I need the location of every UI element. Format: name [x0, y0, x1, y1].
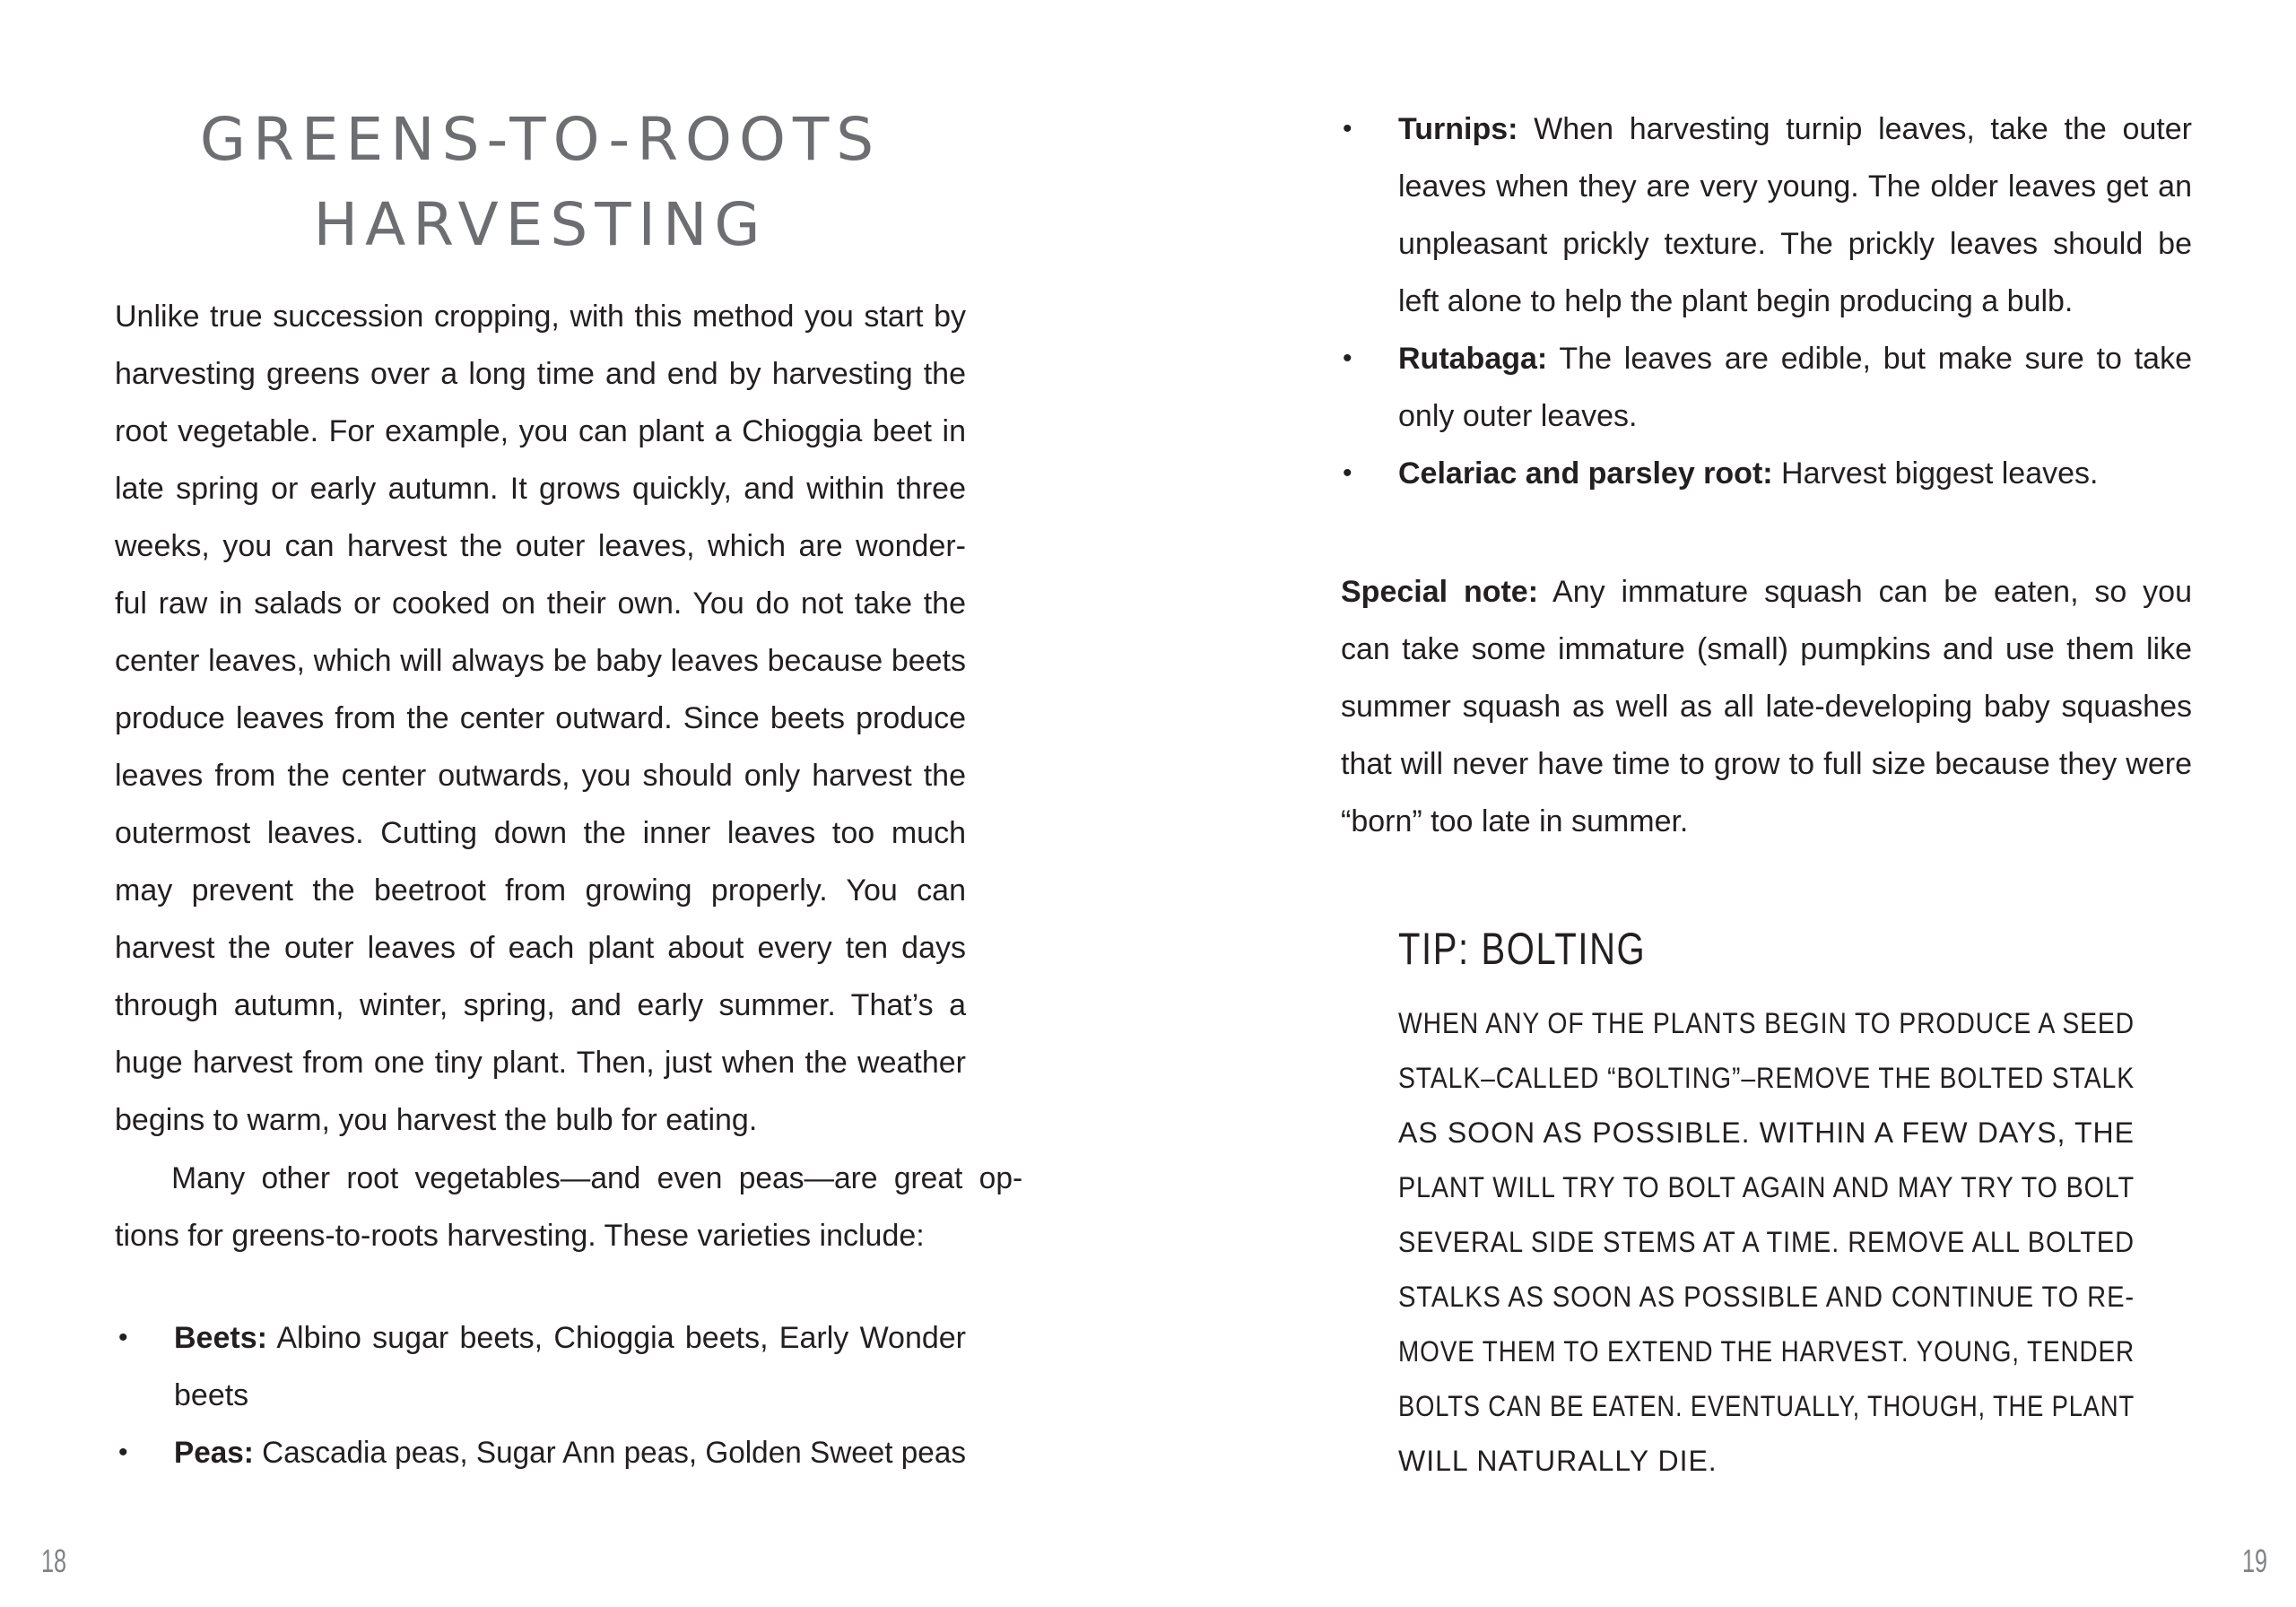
line-text: root vegetable. For example, you can plant a Chioggia beet in: [115, 414, 966, 448]
text-line: [1341, 621, 2192, 678]
text-line: [174, 1309, 966, 1367]
line-text: Cascadia peas, Sugar Ann peas, Golden Sweet peas: [253, 1436, 967, 1470]
text-line: [1398, 100, 2192, 158]
bold-label: Rutabaga:: [1398, 342, 1548, 376]
line-text: leaves when they are very young. The older leaves get an: [1398, 169, 2192, 204]
bullet-item: [118, 1309, 966, 1424]
text-line: [115, 460, 966, 517]
line-text: AS SOON AS POSSIBLE. WITHIN A FEW DAYS, THE: [1398, 1116, 2135, 1149]
line-text: Harvest biggest leaves.: [1772, 456, 2099, 491]
text-line: [1398, 1215, 2135, 1270]
text-line: [115, 1034, 966, 1091]
text-line: [1398, 1051, 2135, 1106]
line-text: that will never have time to grow to full size because they were: [1341, 747, 2192, 781]
bullet-icon: •: [1343, 343, 1352, 373]
line-text: begins to warm, you harvest the bulb for eating.: [115, 1103, 758, 1137]
line-text: beets: [174, 1378, 249, 1412]
line-text: outermost leaves. Cutting down the inner leaves too much: [115, 816, 966, 850]
line-text: WILL NATURALLY DIE.: [1398, 1445, 1718, 1477]
text-line: [1398, 996, 2135, 1051]
text-line: [1398, 1270, 2135, 1325]
tip-body: [1398, 996, 2135, 1489]
line-text: summer squash as well as all late-developing baby squashes: [1341, 690, 2192, 724]
text-line: [1398, 445, 2192, 502]
text-line: [174, 1367, 966, 1424]
chapter-title-line-2: HARVESTING: [313, 190, 768, 259]
bold-label: Special note:: [1341, 575, 1539, 609]
text-line: [1398, 1106, 2135, 1160]
special-note: [1341, 563, 2192, 850]
text-line: [1398, 1434, 2135, 1489]
line-text: STALKS AS SOON AS POSSIBLE AND CONTINUE TO RE-: [1398, 1281, 2135, 1313]
line-text: MOVE THEM TO EXTEND THE HARVEST. YOUNG, TENDER: [1398, 1335, 2135, 1368]
line-text: tions for greens-to-roots harvesting. These varieties include:: [115, 1219, 925, 1253]
line-text: Albino sugar beets, Chioggia beets, Early Wonder: [266, 1321, 966, 1355]
text-line: [115, 288, 966, 345]
text-line: [1341, 793, 2192, 850]
line-text: Many other root vegetables—and even peas—are great op-: [171, 1161, 1023, 1195]
text-line: [1341, 563, 2192, 621]
bullet-item: [118, 1424, 967, 1481]
line-text: can take some immature (small) pumpkins and use them like: [1341, 632, 2192, 666]
text-line: [115, 977, 966, 1034]
text-line: [1341, 678, 2192, 735]
line-text: center leaves, which will always be baby leaves because beets: [115, 644, 966, 678]
bold-label: Beets:: [174, 1321, 267, 1355]
text-line: [1398, 215, 2192, 273]
line-text: harvesting greens over a long time and end by harvesting the: [115, 357, 966, 391]
bullet-item: [1343, 445, 2192, 502]
line-text: leaves from the center outwards, you should only harvest the: [115, 759, 966, 793]
line-text: huge harvest from one tiny plant. Then, just when the weather: [115, 1046, 966, 1080]
text-line: [115, 690, 966, 747]
text-line: [115, 345, 966, 403]
line-text: unpleasant prickly texture. The prickly leaves should be: [1398, 227, 2192, 261]
text-line: [1398, 1325, 2135, 1379]
text-line: [115, 862, 966, 919]
line-text: The leaves are edible, but make sure to take: [1547, 342, 2192, 376]
text-line: [115, 575, 966, 632]
text-line: [115, 403, 966, 460]
text-line: [1398, 158, 2192, 215]
right-bullet-list: [1343, 100, 2192, 502]
line-text: through autumn, winter, spring, and early summer. That’s a: [115, 988, 966, 1022]
left-paragraph-1: [115, 288, 966, 1149]
text-line: [115, 1091, 966, 1149]
text-line: [1398, 387, 2192, 445]
bullet-icon: •: [1343, 458, 1352, 488]
left-paragraph-2: [115, 1150, 1023, 1264]
line-text: left alone to help the plant begin producing a bulb.: [1398, 284, 2074, 318]
bold-label: Celariac and parsley root:: [1398, 456, 1773, 491]
page-number-left: 18: [41, 1542, 67, 1579]
chapter-title-line-1: GREENS-TO-ROOTS: [199, 105, 882, 174]
text-line: [1398, 1379, 2135, 1434]
bullet-icon: •: [118, 1438, 128, 1467]
tip-title: TIP: BOLTING: [1398, 924, 1647, 974]
text-line: [115, 804, 966, 862]
page-number-right: 19: [2242, 1542, 2268, 1579]
line-text: PLANT WILL TRY TO BOLT AGAIN AND MAY TRY TO BOLT: [1398, 1171, 2135, 1203]
line-text: Unlike true succession cropping, with this method you start by: [115, 300, 966, 334]
line-text: SEVERAL SIDE STEMS AT A TIME. REMOVE ALL BOLTED: [1398, 1226, 2135, 1258]
line-text: ful raw in salads or cooked on their own. You do not take the: [115, 586, 966, 621]
text-line: [115, 1207, 966, 1264]
line-text: BOLTS CAN BE EATEN. EVENTUALLY, THOUGH, THE PLANT: [1398, 1390, 2135, 1422]
bullet-item: [1343, 100, 2192, 330]
line-text: produce leaves from the center outward. Since beets produce: [115, 701, 966, 735]
text-line: [115, 632, 966, 690]
text-line: [115, 747, 966, 804]
text-line: [115, 919, 966, 977]
text-line: [1398, 273, 2192, 330]
line-text: When harvesting turnip leaves, take the outer: [1518, 112, 2192, 146]
text-line: [174, 1424, 966, 1481]
line-text: may prevent the beetroot from growing properly. You can: [115, 873, 966, 908]
bold-label: Peas:: [174, 1436, 254, 1470]
line-text: weeks, you can harvest the outer leaves, which are wonder-: [115, 529, 966, 563]
line-text: “born” too late in summer.: [1341, 804, 1689, 838]
bold-label: Turnips:: [1398, 112, 1518, 146]
text-line: [1398, 330, 2192, 387]
text-line: [115, 517, 966, 575]
line-text: Any immature squash can be eaten, so you: [1538, 575, 2192, 609]
bullet-icon: •: [118, 1323, 128, 1352]
text-line: [115, 1150, 1022, 1207]
text-line: [1398, 1160, 2135, 1215]
line-text: only outer leaves.: [1398, 399, 1638, 433]
bullet-item: [1343, 330, 2192, 445]
bullet-icon: •: [1343, 114, 1352, 143]
line-text: late spring or early autumn. It grows quickly, and within three: [115, 472, 966, 506]
line-text: STALK–CALLED “BOLTING”–REMOVE THE BOLTED STALK: [1398, 1062, 2135, 1094]
line-text: WHEN ANY OF THE PLANTS BEGIN TO PRODUCE A SEED: [1398, 1007, 2135, 1039]
left-bullet-list: [118, 1309, 967, 1481]
line-text: harvest the outer leaves of each plant about every ten days: [115, 931, 966, 965]
text-line: [1341, 735, 2192, 793]
